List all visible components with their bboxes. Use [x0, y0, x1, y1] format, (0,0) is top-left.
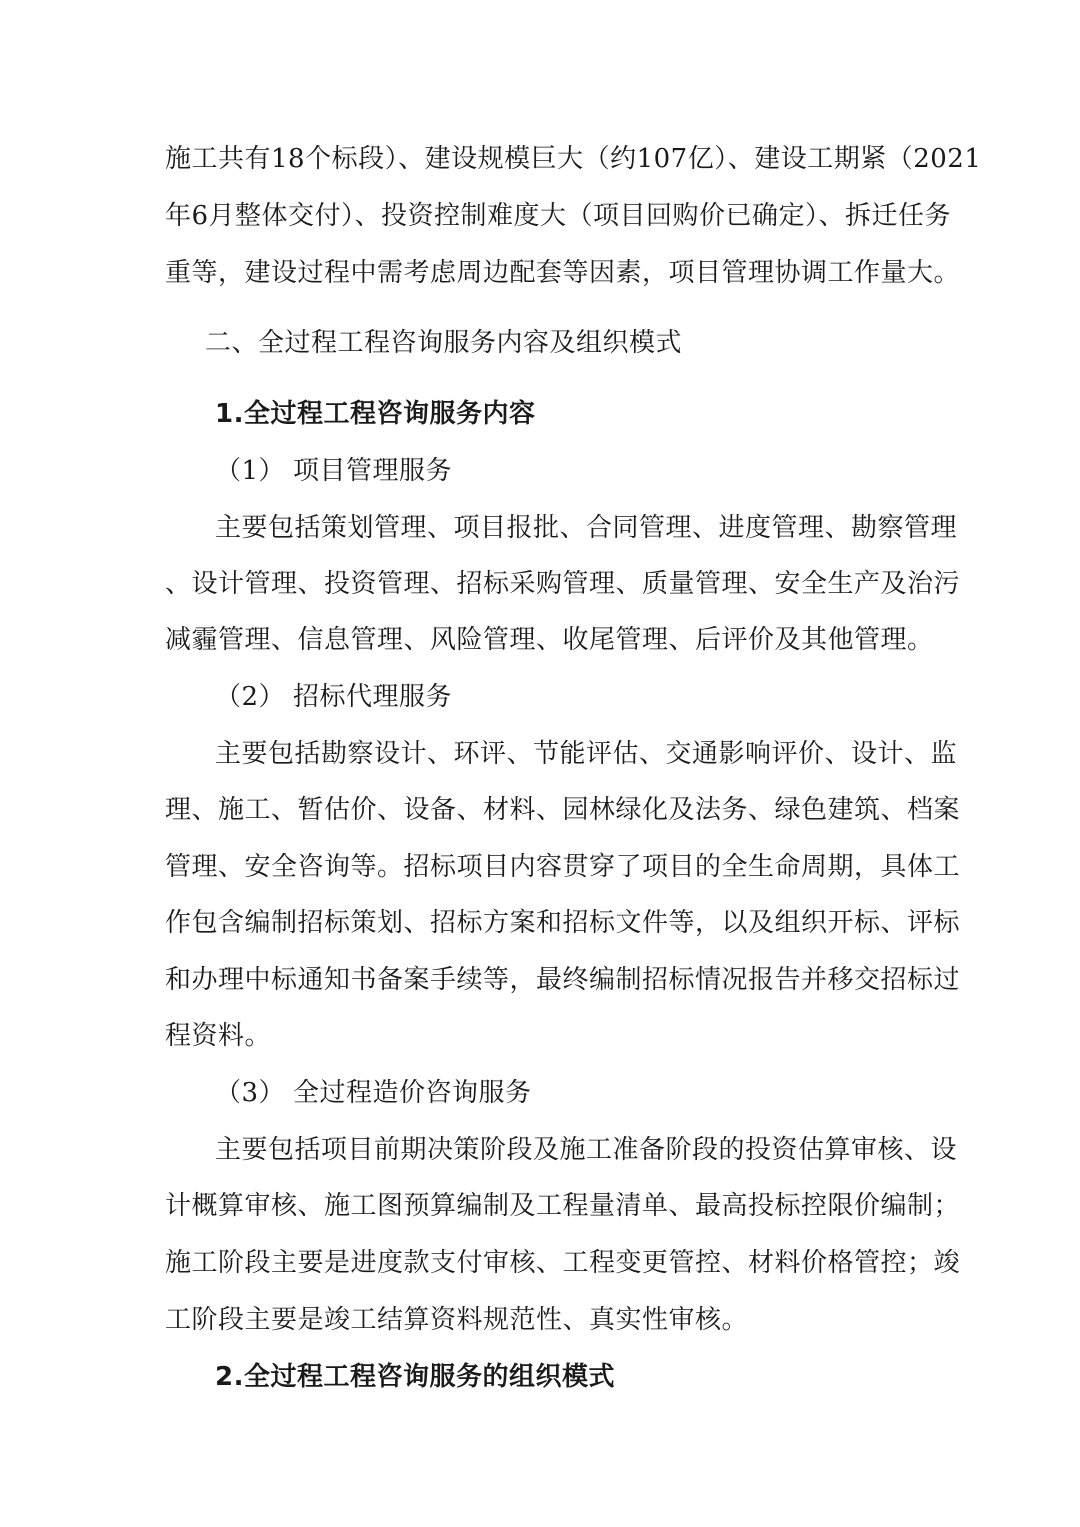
item1-line-2: 、设计管理、投资管理、招标采购管理、质量管理、安全生产及治污 [165, 569, 961, 599]
item2-line-4: 作包含编制招标策划、招标方案和招标文件等，以及组织开标、评标 [165, 908, 961, 938]
item3-label: （3） [215, 1078, 286, 1108]
item3-title: 全过程造价咨询服务 [293, 1078, 532, 1108]
item3-line-4: 工阶段主要是竣工结算资料规范性、真实性审核。 [165, 1305, 749, 1335]
item2-line-5: 和办理中标通知书备案手续等，最终编制招标情况报告并移交招标过 [165, 965, 961, 995]
item3-line-3: 施工阶段主要是进度款支付审核、工程变更管控、材料价格管控；竣 [165, 1248, 961, 1278]
item3-line-1: 主要包括项目前期决策阶段及施工准备阶段的投资估算审核、设 [215, 1135, 958, 1165]
item2-line-1: 主要包括勘察设计、环评、节能评估、交通影响评价、设计、监 [215, 739, 958, 769]
item1-title: 项目管理服务 [293, 456, 453, 486]
section-two-heading: 二、全过程工程咨询服务内容及组织模式 [205, 328, 683, 358]
item1-label: （1） [215, 456, 286, 486]
item2-heading [215, 681, 995, 713]
intro-line-1: 施工共有18个标段）、建设规模巨大（约107亿）、建设工期紧（2021 [165, 144, 982, 174]
item2-line-6: 程资料。 [165, 1021, 272, 1051]
item1-line-3: 减霾管理、信息管理、风险管理、收尾管理、后评价及其他管理。 [165, 625, 934, 655]
item2-line-3: 管理、安全咨询等。招标项目内容贯穿了项目的全生命周期，具体工 [165, 852, 961, 882]
item1-heading [215, 455, 995, 487]
sub-heading-2: 2.全过程工程咨询服务的组织模式 [215, 1362, 615, 1392]
intro-line-2: 年6月整体交付）、投资控制难度大（项目回购价已确定）、拆迁任务 [165, 201, 952, 231]
item3-line-2: 计概算审核、施工图预算编制及工程量清单、最高投标控限价编制； [165, 1191, 961, 1221]
item2-line-2: 理、施工、暂估价、设备、材料、园林绿化及法务、绿色建筑、档案 [165, 795, 961, 825]
item3-heading [215, 1077, 995, 1109]
item2-title: 招标代理服务 [293, 682, 453, 712]
intro-line-3: 重等，建设过程中需考虑周边配套等因素，项目管理协调工作量大。 [165, 258, 961, 288]
item2-label: （2） [215, 682, 286, 712]
item1-line-1: 主要包括策划管理、项目报批、合同管理、进度管理、勘察管理 [215, 513, 958, 543]
sub-heading-1: 1.全过程工程咨询服务内容 [215, 399, 536, 429]
